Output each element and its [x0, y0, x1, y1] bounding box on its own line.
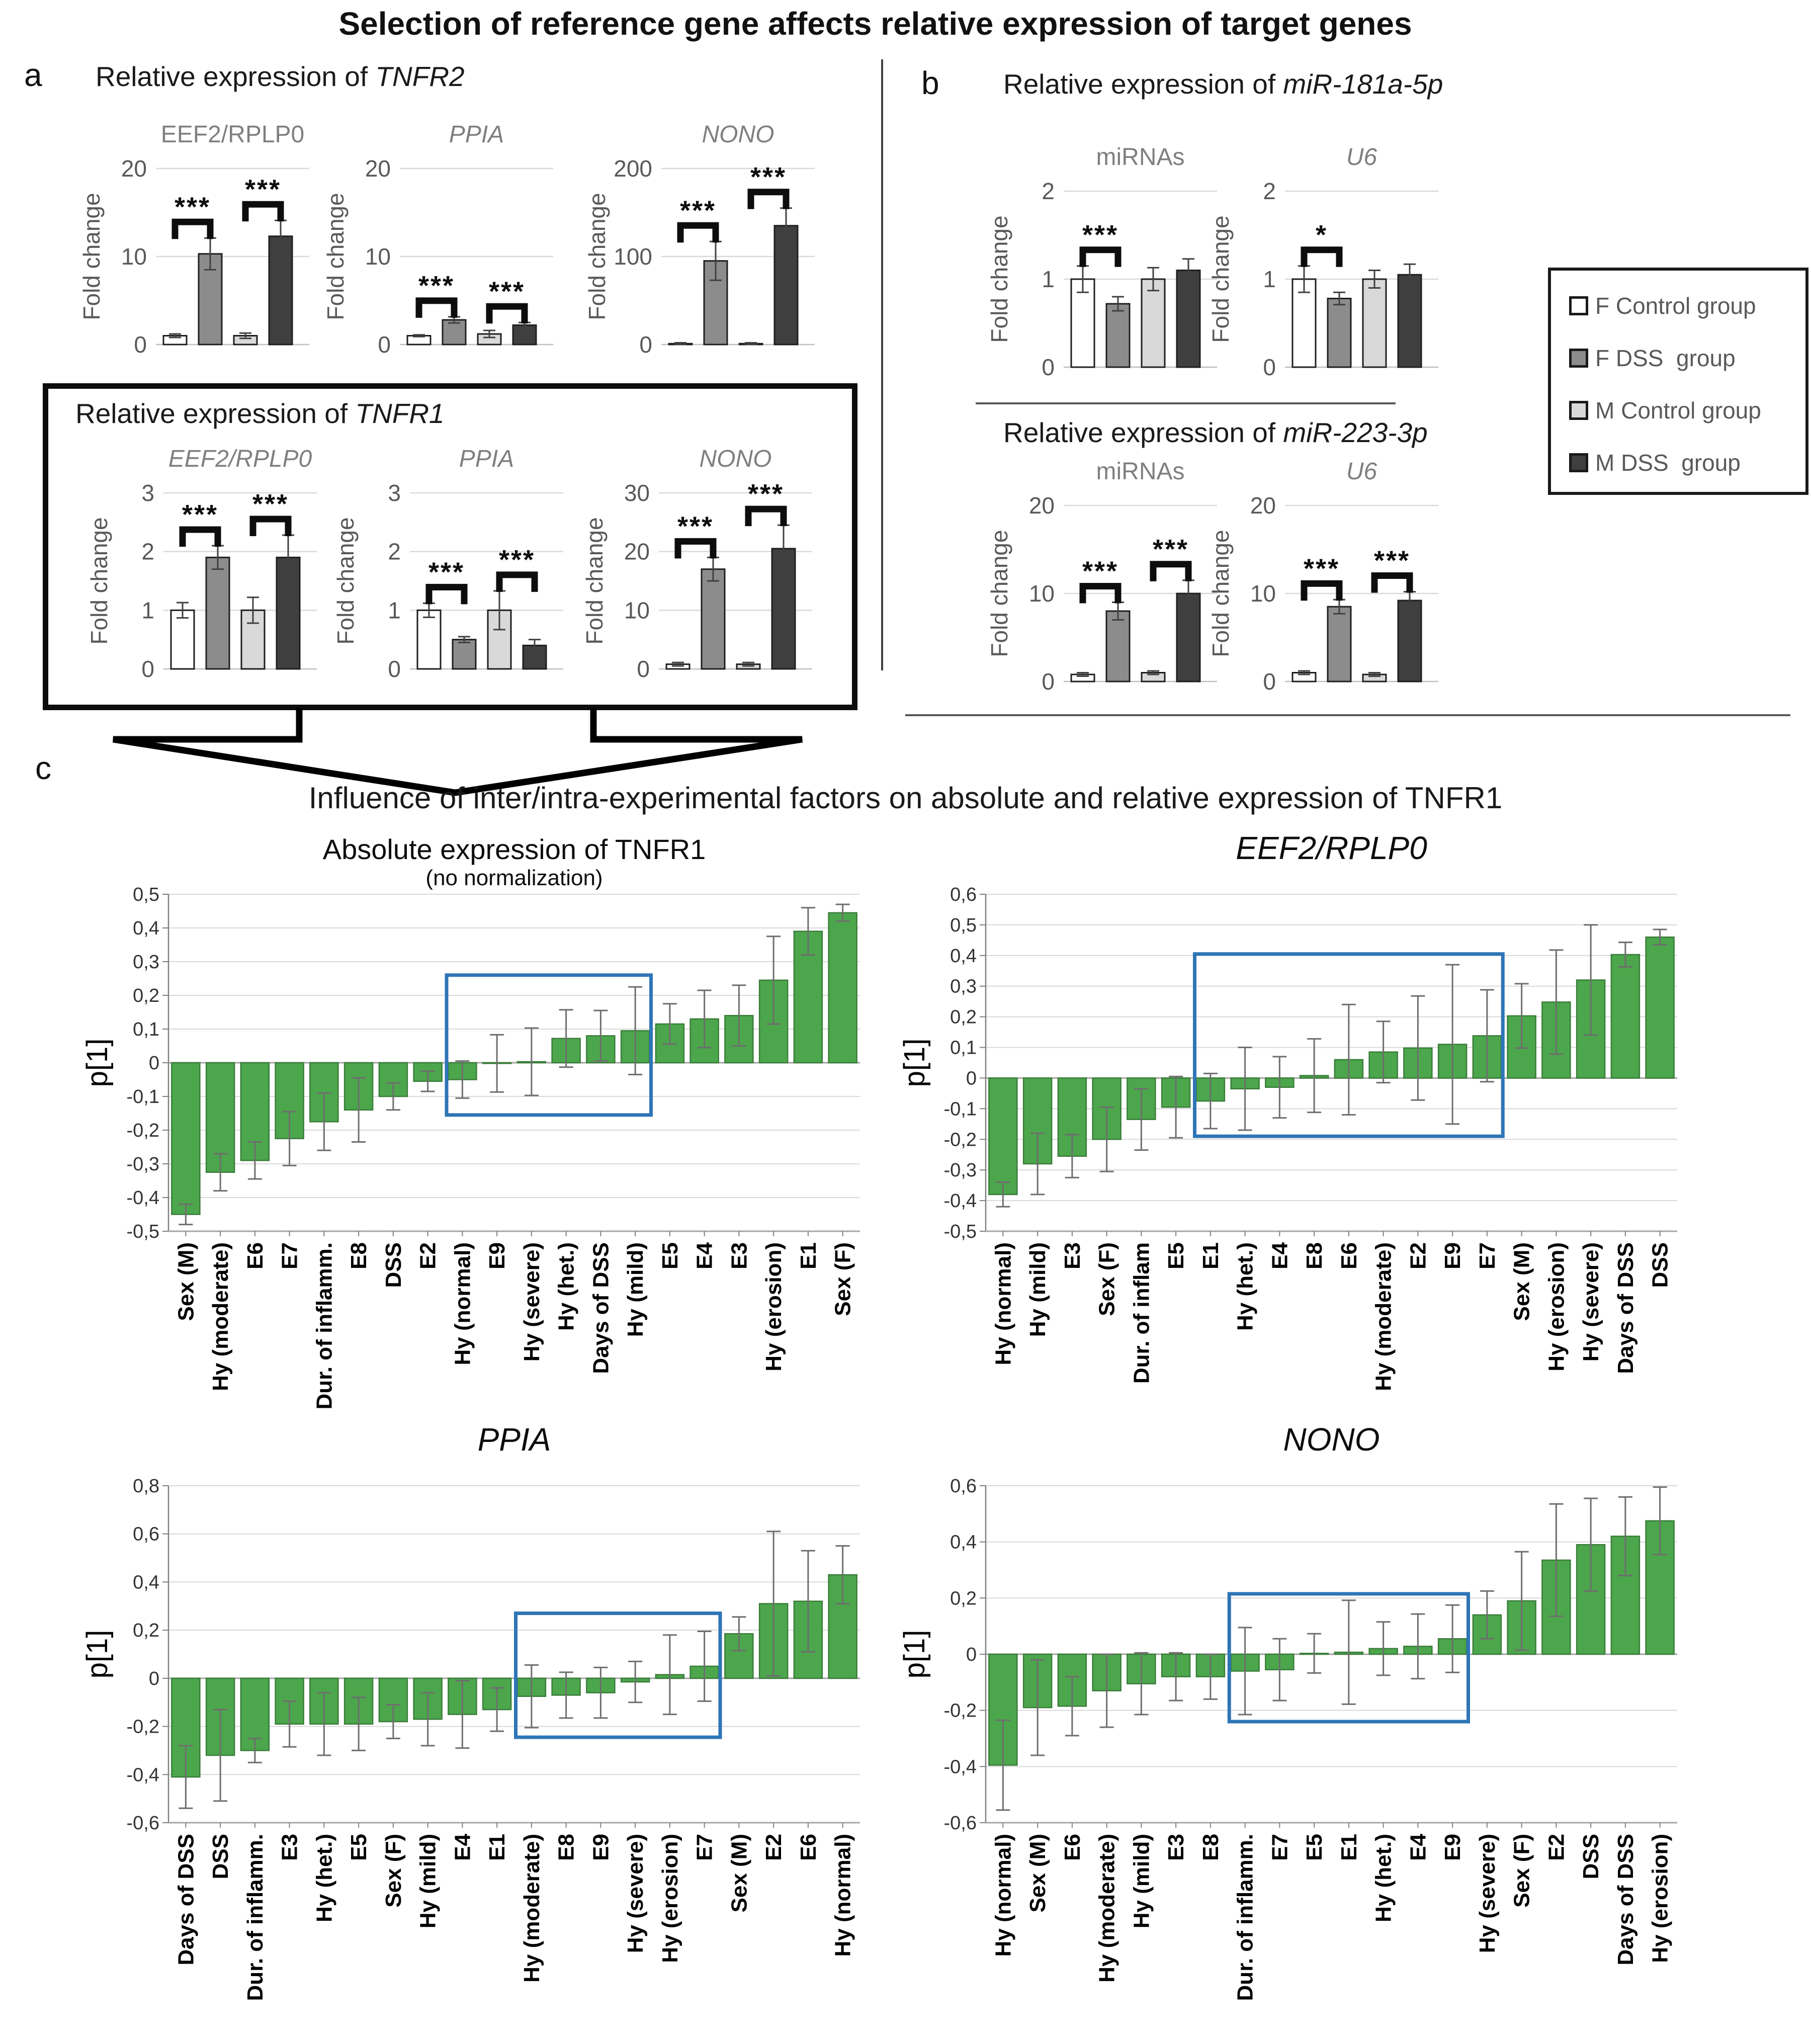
svg-text:3: 3	[141, 480, 154, 506]
svg-text:Hy (moderate): Hy (moderate)	[208, 1242, 233, 1391]
chart-mir223-mirnas	[988, 455, 1225, 717]
legend-item-label: F Control group	[1595, 293, 1756, 319]
chart-c-absolute-tnfr1	[83, 829, 868, 1455]
svg-text:NONO: NONO	[699, 446, 772, 472]
svg-text:***: ***	[488, 276, 526, 307]
svg-text:0: 0	[134, 331, 147, 358]
svg-text:E4: E4	[1406, 1834, 1431, 1861]
svg-text:Hy (het.): Hy (het.)	[1233, 1242, 1258, 1331]
legend-item-m-dss	[1569, 452, 1741, 474]
svg-text:Hy (severe): Hy (severe)	[519, 1242, 544, 1362]
svg-text:EEF2/RPLP0: EEF2/RPLP0	[160, 121, 305, 148]
svg-text:E2: E2	[1406, 1242, 1431, 1269]
svg-text:U6: U6	[1346, 144, 1377, 171]
svg-text:E9: E9	[1440, 1834, 1465, 1861]
svg-text:Hy (severe): Hy (severe)	[623, 1834, 648, 1953]
svg-text:Days of DSS: Days of DSS	[1613, 1834, 1638, 1966]
svg-text:E8: E8	[1302, 1242, 1327, 1269]
svg-text:Hy (normal): Hy (normal)	[991, 1242, 1016, 1366]
panel-a-label: a	[24, 57, 42, 93]
svg-text:***: ***	[679, 195, 717, 226]
panel-divider	[881, 59, 883, 670]
svg-text:***: ***	[498, 544, 536, 575]
svg-text:20: 20	[121, 155, 147, 182]
panel-b-section1-prefix: Relative expression of	[1003, 68, 1283, 100]
svg-text:0: 0	[148, 1668, 159, 1689]
svg-text:E2: E2	[415, 1242, 441, 1269]
svg-text:Fold change: Fold change	[334, 517, 359, 645]
svg-text:-0,4: -0,4	[126, 1187, 159, 1209]
svg-text:Sex (F): Sex (F)	[381, 1834, 406, 1908]
svg-text:Fold change: Fold change	[586, 193, 610, 320]
svg-text:0,6: 0,6	[950, 1476, 977, 1497]
svg-text:E2: E2	[1544, 1834, 1569, 1861]
svg-text:Hy (severe): Hy (severe)	[1579, 1242, 1604, 1362]
svg-text:Hy (mild): Hy (mild)	[1129, 1834, 1154, 1929]
svg-text:20: 20	[365, 155, 391, 182]
svg-text:*: *	[1315, 219, 1328, 250]
legend-item-label: F DSS group	[1595, 345, 1736, 371]
svg-text:Sex (M): Sex (M)	[174, 1242, 199, 1321]
svg-text:Sex (F): Sex (F)	[1509, 1834, 1534, 1908]
svg-text:10: 10	[624, 597, 650, 624]
svg-text:miRNAs: miRNAs	[1096, 144, 1185, 171]
svg-text:Hy (het.): Hy (het.)	[554, 1242, 579, 1331]
svg-text:***: ***	[244, 174, 282, 205]
svg-text:0: 0	[141, 656, 154, 682]
chart-mir181-u6	[1210, 141, 1446, 402]
svg-text:Hy (mild): Hy (mild)	[415, 1834, 441, 1929]
svg-text:Hy (moderate): Hy (moderate)	[519, 1834, 544, 1983]
svg-text:***: ***	[252, 489, 289, 519]
svg-text:Dur. of inflamm.: Dur. of inflamm.	[242, 1834, 268, 2001]
svg-text:E9: E9	[1440, 1242, 1465, 1269]
svg-text:-0,6: -0,6	[126, 1813, 159, 1834]
svg-text:***: ***	[677, 511, 714, 542]
svg-text:0,2: 0,2	[950, 1588, 977, 1609]
svg-text:Hy (moderate): Hy (moderate)	[1371, 1242, 1396, 1391]
svg-text:Days of DSS: Days of DSS	[1613, 1242, 1638, 1374]
svg-text:E4: E4	[692, 1242, 717, 1269]
chart-tnfr2-eef2	[80, 118, 317, 380]
panel-a-section1-prefix: Relative expression of	[96, 61, 376, 92]
svg-text:0,4: 0,4	[133, 1572, 159, 1593]
svg-text:***: ***	[1082, 219, 1119, 250]
svg-text:E4: E4	[1267, 1242, 1292, 1269]
svg-text:Hy (moderate): Hy (moderate)	[1094, 1834, 1119, 1983]
svg-text:1: 1	[1042, 266, 1055, 292]
svg-text:E5: E5	[347, 1834, 372, 1861]
svg-text:***: ***	[1152, 534, 1189, 564]
svg-text:***: ***	[1373, 545, 1411, 576]
svg-text:E1: E1	[1198, 1242, 1223, 1269]
svg-text:***: ***	[1303, 553, 1340, 584]
panel-a-section2-title	[75, 397, 445, 430]
svg-text:E1: E1	[796, 1242, 821, 1269]
svg-text:E3: E3	[277, 1834, 302, 1861]
legend-box	[1548, 268, 1808, 495]
svg-text:E9: E9	[485, 1242, 510, 1269]
svg-text:E3: E3	[1164, 1834, 1189, 1861]
svg-text:20: 20	[624, 538, 650, 565]
panel-b-section2-gene: miR-223-3p	[1283, 417, 1428, 448]
svg-text:3: 3	[388, 480, 401, 506]
svg-text:E3: E3	[1060, 1242, 1085, 1269]
svg-text:0,4: 0,4	[950, 1531, 977, 1553]
svg-text:0,3: 0,3	[950, 976, 977, 997]
svg-text:PPIA: PPIA	[449, 121, 504, 148]
svg-text:DSS: DSS	[1648, 1242, 1673, 1288]
svg-text:Hy (normal): Hy (normal)	[830, 1834, 855, 1957]
svg-text:E8: E8	[554, 1834, 579, 1861]
svg-text:E1: E1	[485, 1834, 510, 1861]
svg-text:E5: E5	[1302, 1834, 1327, 1861]
panel-b-section1-title	[1003, 68, 1443, 100]
svg-text:E7: E7	[692, 1834, 717, 1861]
svg-text:2: 2	[1263, 178, 1276, 204]
legend-item-f-control	[1569, 295, 1756, 317]
svg-text:E8: E8	[347, 1242, 372, 1269]
svg-text:0,5: 0,5	[133, 884, 159, 905]
svg-text:Fold change: Fold change	[583, 517, 608, 645]
svg-text:PPIA: PPIA	[477, 1421, 551, 1458]
svg-text:***: ***	[418, 270, 455, 301]
svg-text:0,4: 0,4	[133, 918, 159, 939]
svg-text:0: 0	[637, 656, 650, 682]
svg-text:-0,2: -0,2	[126, 1120, 159, 1141]
svg-text:-0,3: -0,3	[126, 1154, 159, 1175]
svg-text:0,6: 0,6	[133, 1523, 159, 1545]
svg-text:-0,6: -0,6	[943, 1813, 977, 1834]
svg-text:0,6: 0,6	[950, 884, 977, 905]
svg-text:Hy (erosion): Hy (erosion)	[761, 1242, 787, 1372]
svg-text:2: 2	[141, 538, 154, 565]
svg-text:Sex (M): Sex (M)	[1509, 1242, 1534, 1321]
svg-text:p[1]: p[1]	[83, 1630, 114, 1679]
svg-text:-0,2: -0,2	[943, 1700, 977, 1722]
svg-text:E7: E7	[277, 1242, 302, 1269]
svg-text:E1: E1	[1336, 1834, 1361, 1861]
chart-tnfr2-nono	[586, 118, 822, 380]
svg-text:miRNAs: miRNAs	[1096, 458, 1185, 485]
svg-text:Fold change: Fold change	[1210, 215, 1234, 343]
svg-text:Days of DSS: Days of DSS	[588, 1242, 614, 1374]
svg-text:0: 0	[378, 331, 391, 358]
svg-text:E6: E6	[242, 1242, 268, 1269]
svg-text:0,1: 0,1	[950, 1037, 977, 1059]
svg-text:Hy (het.): Hy (het.)	[1371, 1834, 1396, 1922]
svg-text:20: 20	[1028, 492, 1055, 519]
svg-text:DSS: DSS	[381, 1242, 406, 1288]
svg-text:Hy (erosion): Hy (erosion)	[1544, 1242, 1569, 1372]
svg-text:Fold change: Fold change	[80, 193, 105, 320]
svg-text:10: 10	[1028, 580, 1055, 607]
svg-text:Hy (erosion): Hy (erosion)	[657, 1834, 682, 1963]
panel-b-section1-gene: miR-181a-5p	[1283, 68, 1443, 100]
svg-text:0,4: 0,4	[950, 945, 977, 967]
svg-text:Hy (mild): Hy (mild)	[623, 1242, 648, 1337]
svg-text:0: 0	[966, 1068, 977, 1089]
svg-text:E7: E7	[1267, 1834, 1292, 1861]
svg-text:0,2: 0,2	[950, 1006, 977, 1028]
legend-item-label: M Control group	[1595, 397, 1761, 423]
svg-text:0,2: 0,2	[133, 985, 159, 1006]
svg-text:-0,2: -0,2	[943, 1129, 977, 1151]
svg-text:-0,1: -0,1	[126, 1086, 159, 1108]
svg-text:PPIA: PPIA	[459, 446, 514, 472]
svg-text:-0,1: -0,1	[943, 1098, 977, 1120]
svg-text:0: 0	[1042, 668, 1055, 695]
panel-a-section2-prefix: Relative expression of	[75, 398, 356, 429]
svg-text:***: ***	[747, 479, 785, 509]
svg-text:***: ***	[182, 499, 219, 530]
panel-a-section2-gene: TNFR1	[355, 398, 445, 429]
chart-c-nono	[900, 1420, 1685, 2044]
svg-text:0: 0	[1263, 668, 1276, 695]
svg-text:-0,4: -0,4	[943, 1756, 977, 1778]
svg-text:Absolute expression of TNFR1: Absolute expression of TNFR1	[322, 833, 706, 865]
svg-text:20: 20	[1250, 492, 1276, 519]
svg-text:***: ***	[1082, 556, 1119, 586]
svg-text:Dur. of inflamm.: Dur. of inflamm.	[312, 1242, 337, 1410]
svg-text:Hy (mild): Hy (mild)	[1025, 1242, 1051, 1337]
svg-text:1: 1	[141, 597, 154, 624]
svg-text:Fold change: Fold change	[324, 193, 349, 320]
chart-c-eef2-rplp0	[900, 829, 1685, 1455]
svg-text:0,1: 0,1	[133, 1019, 159, 1040]
svg-text:Sex (M): Sex (M)	[727, 1834, 752, 1913]
svg-text:Dur. of inflamm.: Dur. of inflamm.	[1233, 1834, 1258, 2001]
svg-text:Sex (F): Sex (F)	[1094, 1242, 1119, 1316]
svg-text:EEF2/RPLP0: EEF2/RPLP0	[168, 446, 312, 472]
svg-text:0: 0	[639, 331, 652, 358]
legend-item-m-control	[1569, 399, 1761, 421]
svg-text:0: 0	[1042, 354, 1055, 380]
svg-text:DSS: DSS	[208, 1834, 233, 1880]
svg-text:Hy (erosion): Hy (erosion)	[1648, 1834, 1673, 1963]
chart-mir181-mirnas	[988, 141, 1225, 402]
svg-text:-0,4: -0,4	[126, 1764, 159, 1786]
chart-tnfr1-eef2	[88, 443, 324, 704]
chart-tnfr2-ppia	[324, 118, 561, 380]
svg-text:E6: E6	[1336, 1242, 1361, 1269]
svg-text:E8: E8	[1198, 1834, 1223, 1861]
legend-item-label: M DSS group	[1595, 450, 1741, 476]
svg-text:10: 10	[121, 243, 147, 270]
svg-text:0: 0	[148, 1053, 159, 1074]
svg-text:NONO: NONO	[702, 121, 774, 148]
svg-text:2: 2	[1042, 178, 1055, 204]
svg-text:p[1]: p[1]	[900, 1038, 931, 1087]
svg-text:p[1]: p[1]	[900, 1630, 931, 1679]
panel-a-section1-title	[96, 60, 465, 93]
svg-text:0,5: 0,5	[950, 914, 977, 936]
svg-text:0,2: 0,2	[133, 1620, 159, 1642]
svg-text:EEF2/RPLP0: EEF2/RPLP0	[1236, 830, 1427, 866]
svg-text:Hy (normal): Hy (normal)	[991, 1834, 1016, 1957]
svg-text:Fold change: Fold change	[988, 215, 1012, 343]
svg-text:100: 100	[614, 243, 652, 270]
svg-text:Sex (F): Sex (F)	[830, 1242, 855, 1316]
svg-text:0,8: 0,8	[133, 1476, 159, 1497]
svg-text:E6: E6	[796, 1834, 821, 1861]
panel-c-title: Influence of inter/intra-experimental factors on absolute and relative expression of TNFR1	[308, 781, 1503, 815]
svg-text:E4: E4	[450, 1834, 475, 1861]
chart-tnfr1-ppia	[334, 443, 571, 704]
chart-tnfr1-nono	[583, 443, 820, 704]
svg-text:-0,5: -0,5	[943, 1221, 977, 1242]
svg-text:E2: E2	[761, 1834, 787, 1861]
chart-mir223-u6	[1210, 455, 1446, 717]
svg-text:2: 2	[388, 538, 401, 565]
svg-text:***: ***	[174, 192, 211, 222]
legend-item-f-dss	[1569, 347, 1736, 369]
panel-c-label: c	[35, 750, 51, 786]
svg-text:E5: E5	[1164, 1242, 1189, 1269]
svg-text:Days of DSS: Days of DSS	[174, 1834, 199, 1966]
panel-b-separator-bottom	[905, 714, 1790, 716]
panel-a-section1-gene: TNFR2	[375, 61, 465, 92]
svg-text:E9: E9	[588, 1834, 614, 1861]
svg-text:E3: E3	[727, 1242, 752, 1269]
svg-text:Sex (M): Sex (M)	[1025, 1834, 1051, 1913]
svg-text:-0,4: -0,4	[943, 1190, 977, 1212]
svg-text:0: 0	[966, 1644, 977, 1665]
svg-text:0: 0	[1263, 354, 1276, 380]
svg-text:30: 30	[624, 480, 650, 506]
svg-text:Hy (severe): Hy (severe)	[1475, 1834, 1500, 1953]
svg-text:200: 200	[614, 155, 652, 182]
svg-text:Fold change: Fold change	[1210, 530, 1234, 657]
f-dss-swatch-icon	[1569, 349, 1588, 368]
panel-b-section2-title	[1003, 416, 1428, 449]
svg-text:DSS: DSS	[1579, 1834, 1604, 1880]
f-control-swatch-icon	[1569, 296, 1588, 315]
svg-text:-0,5: -0,5	[126, 1221, 159, 1242]
svg-text:E6: E6	[1060, 1834, 1085, 1861]
svg-text:E7: E7	[1475, 1242, 1500, 1269]
svg-text:1: 1	[1263, 266, 1276, 292]
panel-b-label: b	[921, 65, 939, 101]
svg-text:1: 1	[388, 597, 401, 624]
chart-c-ppia	[83, 1420, 868, 2044]
svg-text:NONO: NONO	[1283, 1421, 1380, 1458]
page-title: Selection of reference gene affects relative expression of target genes	[338, 6, 1412, 42]
svg-text:0: 0	[388, 656, 401, 682]
svg-text:(no normalization): (no normalization)	[425, 866, 603, 890]
panel-b-separator-top	[976, 402, 1396, 404]
svg-text:0,3: 0,3	[133, 952, 159, 973]
svg-text:***: ***	[428, 557, 465, 587]
svg-text:10: 10	[365, 243, 391, 270]
svg-text:Fold change: Fold change	[988, 530, 1012, 657]
svg-text:p[1]: p[1]	[83, 1038, 114, 1087]
svg-text:Hy (normal): Hy (normal)	[450, 1242, 475, 1366]
m-dss-swatch-icon	[1569, 453, 1588, 472]
svg-text:Hy (het.): Hy (het.)	[312, 1834, 337, 1922]
svg-text:E5: E5	[657, 1242, 682, 1269]
svg-text:-0,2: -0,2	[126, 1716, 159, 1738]
m-control-swatch-icon	[1569, 401, 1588, 420]
svg-text:Dur. of inflam: Dur. of inflam	[1129, 1242, 1154, 1384]
svg-text:U6: U6	[1346, 458, 1377, 485]
panel-b-section2-prefix: Relative expression of	[1003, 417, 1283, 448]
svg-text:10: 10	[1250, 580, 1276, 607]
svg-text:***: ***	[750, 161, 787, 192]
svg-text:Fold change: Fold change	[88, 517, 112, 645]
svg-text:-0,3: -0,3	[943, 1160, 977, 1181]
